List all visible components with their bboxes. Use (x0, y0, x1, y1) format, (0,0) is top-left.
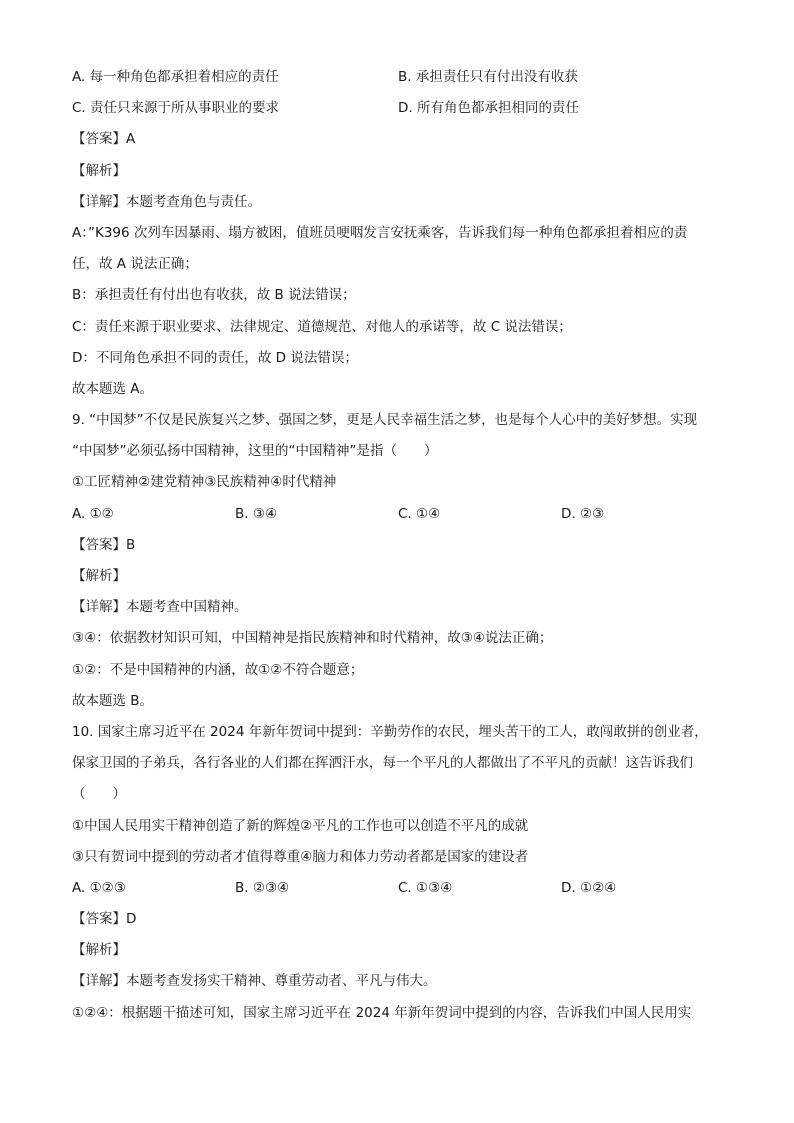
q9-stem-line-1: 9. “中国梦”不仅是民族复兴之梦、强国之梦，更是人民幸福生活之梦，也是每个人心中的美好梦想。实现 (72, 412, 698, 429)
q8-explain-c: C：责任来源于职业要求、法律规定、道德规范、对他人的承诺等，故 C 说法错误； (72, 318, 572, 335)
q10-detail: 【详解】本题考查发扬实干精神、尊重劳动者、平凡与伟大。 (72, 973, 437, 990)
q8-detail: 【详解】本题考查角色与责任。 (72, 193, 261, 210)
q10-stem-line-1: 10. 国家主席习近平在 2024 年新年贺词中提到：辛勤劳作的农民，埋头苦干的工人，敢闯敢拼的创业者， (72, 723, 708, 740)
q8-analysis-label: 【解析】 (72, 162, 126, 179)
q9-options-row (72, 499, 724, 530)
q8-explain-b: B：承担责任有付出也有收获，故 B 说法错误； (72, 287, 356, 304)
document-page (72, 62, 724, 1029)
q10-option-c: C. ①③④ (398, 879, 453, 896)
q8-explain-d: D：不同角色承担不同的责任，故 D 说法错误； (72, 349, 358, 366)
q8-options-row-2 (72, 93, 724, 124)
q10-analysis-label: 【解析】 (72, 942, 126, 959)
q9-analysis-label: 【解析】 (72, 568, 126, 584)
q9-option-b: B. ③④ (235, 505, 278, 522)
q10-option-d: D. ①②④ (561, 879, 617, 896)
q8-explain-a-line-2: 任，故 A 说法正确； (72, 256, 198, 273)
q9-option-a: A. ①② (72, 505, 114, 522)
q8-option-b: B. 承担责任只有付出没有收获 (398, 69, 578, 85)
q9-explain-2: ①②：不是中国精神的内涵，故①②不符合题意； (72, 661, 364, 678)
q8-answer: 【答案】A (72, 131, 136, 148)
q9-option-c: C. ①④ (398, 505, 441, 522)
q9-answer: 【答案】B (72, 536, 136, 553)
q9-detail: 【详解】本题考查中国精神。 (72, 599, 248, 616)
q8-option-d: D. 所有角色都承担相同的责任 (398, 100, 579, 117)
q10-explain-1: ①②④：根据题干描述可知，国家主席习近平在 2024 年新年贺词中提到的内容，告诉我们中国人民用实 (72, 1004, 692, 1021)
q8-options-row-1 (72, 62, 724, 93)
q10-stem-line-3: （ ） (72, 786, 126, 803)
q9-stem-line-2: “中国梦”必须弘扬中国精神，这里的“中国精神”是指（ ） (72, 443, 438, 460)
q8-option-a: A. 每一种角色都承担着相应的责任 (72, 69, 279, 85)
q10-items-line-1: ①中国人民用实干精神创造了新的辉煌②平凡的工作也可以创造不平凡的成就 (72, 817, 529, 834)
q9-conclusion: 故本题选 B。 (72, 692, 154, 709)
q8-conclusion: 故本题选 A。 (72, 380, 154, 397)
q8-explain-a-line-1: A：”K396 次列车因暴雨、塌方被困，值班员哽咽发言安抚乘客，告诉我们每一种角色都承担着相应的责 (72, 224, 688, 241)
q10-options-row (72, 873, 724, 904)
q10-option-b: B. ②③④ (235, 879, 290, 896)
q9-items: ①工匠精神②建党精神③民族精神④时代精神 (72, 474, 337, 491)
q10-answer: 【答案】D (72, 911, 137, 928)
q10-stem-line-2: 保家卫国的子弟兵，各行各业的人们都在挥洒汗水，每一个平凡的人都做出了不平凡的贡献！这告诉我们 (72, 755, 693, 772)
q9-explain-1: ③④：依据教材知识可知，中国精神是指民族精神和时代精神，故③④说法正确； (72, 630, 553, 647)
q8-option-c: C. 责任只来源于所从事职业的要求 (72, 100, 280, 117)
q10-items-line-2: ③只有贺词中提到的劳动者才值得尊重④脑力和体力劳动者都是国家的建设者 (72, 848, 529, 865)
q10-option-a: A. ①②③ (72, 879, 126, 896)
q9-option-d: D. ②③ (561, 505, 605, 522)
